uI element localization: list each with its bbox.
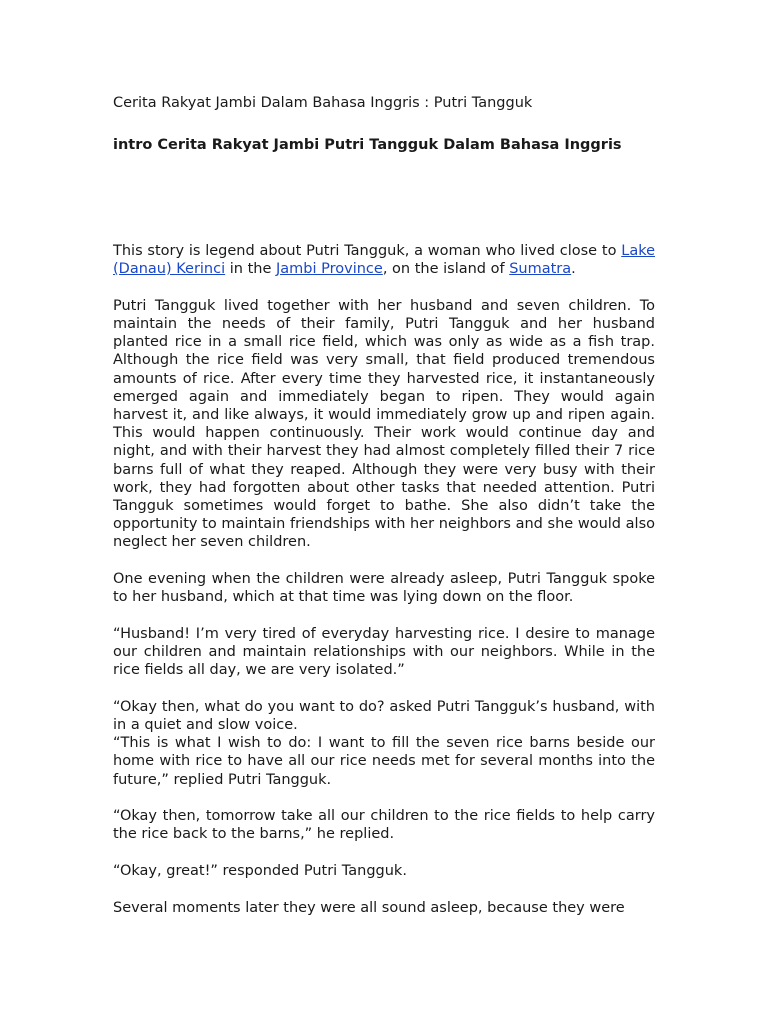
jambi-province-link[interactable]: Jambi Province (275, 261, 383, 278)
document-title: Cerita Rakyat Jambi Dalam Bahasa Inggris : Putri Tangguk (113, 95, 533, 111)
story-paragraph: Several moments later they were all sound asleep, because they were (113, 899, 625, 916)
story-paragraph: “Okay then, what do you want to do? asked Putri Tangguk’s husband, with in a quiet and slow voice. (113, 698, 655, 734)
story-paragraph: Putri Tangguk lived together with her husband and seven children. To maintain the needs of their family, Putri Tangguk and her husband planted rice in a small rice field, which was only as wide as a fish trap. Although the rice field was very small, that field produced tremendous amounts of rice. After every time they harvested rice, it instantaneously emerged again and immediately began to ripen. They would again harvest it, and like always, it would immediately grow up and ripen again. This would happen continuously. Their work would continue day and night, and with their harvest they had almost completely filled their 7 rice barns full of what they reaped. Although they were very busy with their work, they had forgotten about other tasks that needed attention. Putri Tangguk sometimes would forget to bathe. She also didn’t take the opportunity to maintain friendships with her neighbors and she would also neglect her seven children. (113, 297, 655, 551)
document-subtitle: intro Cerita Rakyat Jambi Putri Tangguk Dalam Bahasa Inggris (113, 137, 622, 153)
lake-kerinci-link[interactable]: Lake (Danau) Kerinci (113, 243, 655, 278)
story-paragraph: “Husband! I’m very tired of everyday harvesting rice. I desire to manage our children and maintain relationships with our neighbors. While in the rice fields all day, we are very isolated.” (113, 625, 655, 679)
story-paragraph: One evening when the children were already asleep, Putri Tangguk spoke to her husband, which at that time was lying down on the floor. (113, 571, 655, 606)
intro-paragraph (113, 242, 655, 278)
intro-text: This story is legend about Putri Tangguk, a woman who lived close to (113, 243, 622, 259)
story-body (113, 242, 655, 917)
document-page (113, 93, 655, 935)
story-paragraph: “This is what I wish to do: I want to fill the seven rice barns beside our home with rice to have all our rice needs met for several months into the future,” replied Putri Tangguk. (113, 735, 655, 788)
intro-text: . (571, 261, 576, 278)
intro-text: , on the island of (382, 261, 510, 278)
intro-text: in the (225, 261, 276, 278)
sumatra-link[interactable]: Sumatra (509, 261, 572, 278)
story-paragraph: “Okay, great!” responded Putri Tangguk. (113, 863, 407, 880)
story-paragraph: “Okay then, tomorrow take all our children to the rice fields to help carry the rice back to the barns,” he replied. (113, 808, 655, 843)
